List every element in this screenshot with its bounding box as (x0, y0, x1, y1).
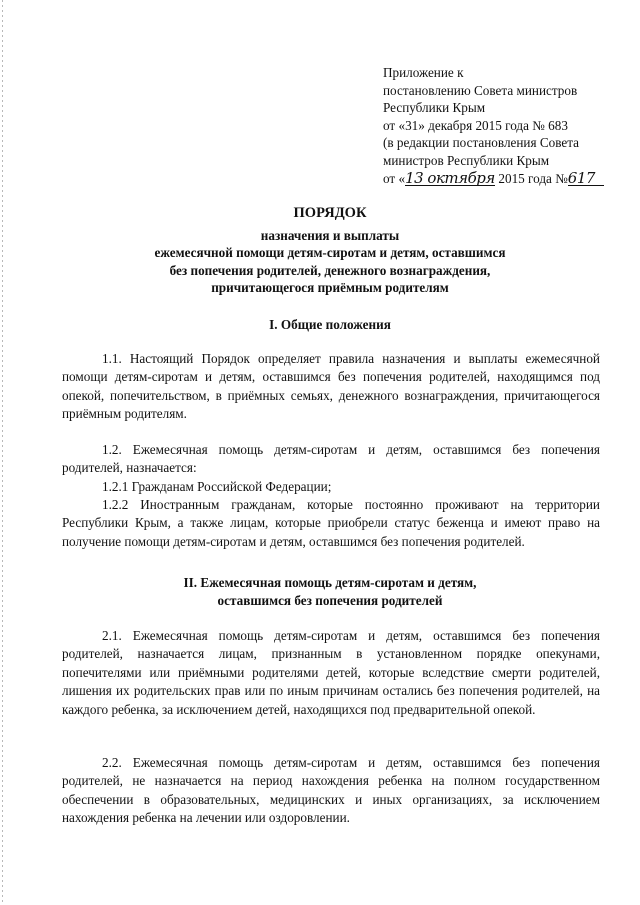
appendix-line: от «31» декабря 2015 года № 683 (383, 117, 568, 133)
section-1-heading: I. Общие положения (269, 317, 391, 332)
appendix-line: Республики Крым (383, 100, 486, 116)
section-2-heading-line: II. Ежемесячная помощь детям-сиротам и детям, (183, 575, 477, 590)
title-line: без попечения родителей, денежного вознаграждения, (169, 262, 491, 278)
handwritten-number: 617 (568, 171, 604, 186)
handwritten-date: 13 октября (405, 168, 495, 187)
appendix-line: (в редакции постановления Совета (383, 135, 580, 151)
appendix-line: Приложение к (383, 65, 464, 80)
appendix-line: министров Республики Крым (383, 152, 550, 168)
amendment-prefix: от « (383, 170, 406, 186)
paragraph-2-1: 2.1. Ежемесячная помощь детям-сиротам и детям, оставшимся без попечения родителей, назначается лицам, признанным в установленном порядке опекунами, попечителями или приёмными родителями детей, которые вследствие смерти родителей, лишения их родительских прав или по иным причинам остались без попечения родителей, на каждого ребенка, за исключением детей, находящихся под предварительной опекой. (62, 628, 600, 717)
paragraph-1-1: 1.1. Настоящий Порядок определяет правила назначения и выплаты ежемесячной помощи детям-сиротам и детям, оставшимся без попечения родителей, находящимся под опекой, попечительством, в приёмных семьях, денежного вознаграждения, причитающегося приёмным родителям. (62, 351, 600, 422)
document-title (80, 205, 580, 297)
appendix-block (383, 64, 623, 187)
paragraph-2-2: 2.2. Ежемесячная помощь детям-сиротам и детям, оставшимся без попечения родителей, не назначается на период нахождения ребенка на полном государственном обеспечении в образовательных, медицинских и иных организациях, за исключением нахождения ребенка на лечении или оздоровлении. (62, 755, 600, 826)
paragraph-1-2-2: 1.2.2 Иностранным гражданам, которые постоянно проживают на территории Республики Крым, а также лицам, которые приобрели статус беженца и имеют право на получение помощи детям-сиротам и детям, оставшимся без попечения родителей. (62, 497, 600, 549)
paragraph-1-2-1: 1.2.1 Гражданам Российской Федерации; (102, 479, 332, 494)
title-line: причитающегося приёмным родителям (211, 280, 449, 296)
scan-edge-artifact (2, 0, 3, 905)
section-2-heading (80, 574, 580, 610)
title-main: ПОРЯДОК (293, 205, 367, 221)
appendix-amendment-line (383, 170, 623, 188)
title-line: ежемесячной помощи детям-сиротам и детям, оставшимся (154, 245, 506, 261)
amendment-middle: 2015 года № (495, 170, 568, 186)
section-2-heading-line: оставшимся без попечения родителей (217, 593, 443, 608)
paragraph-1-2: 1.2. Ежемесячная помощь детям-сиротам и детям, оставшимся без попечения родителей, назначается: (62, 442, 600, 476)
appendix-line: постановлению Совета министров (383, 82, 578, 98)
title-line: назначения и выплаты (260, 227, 400, 243)
